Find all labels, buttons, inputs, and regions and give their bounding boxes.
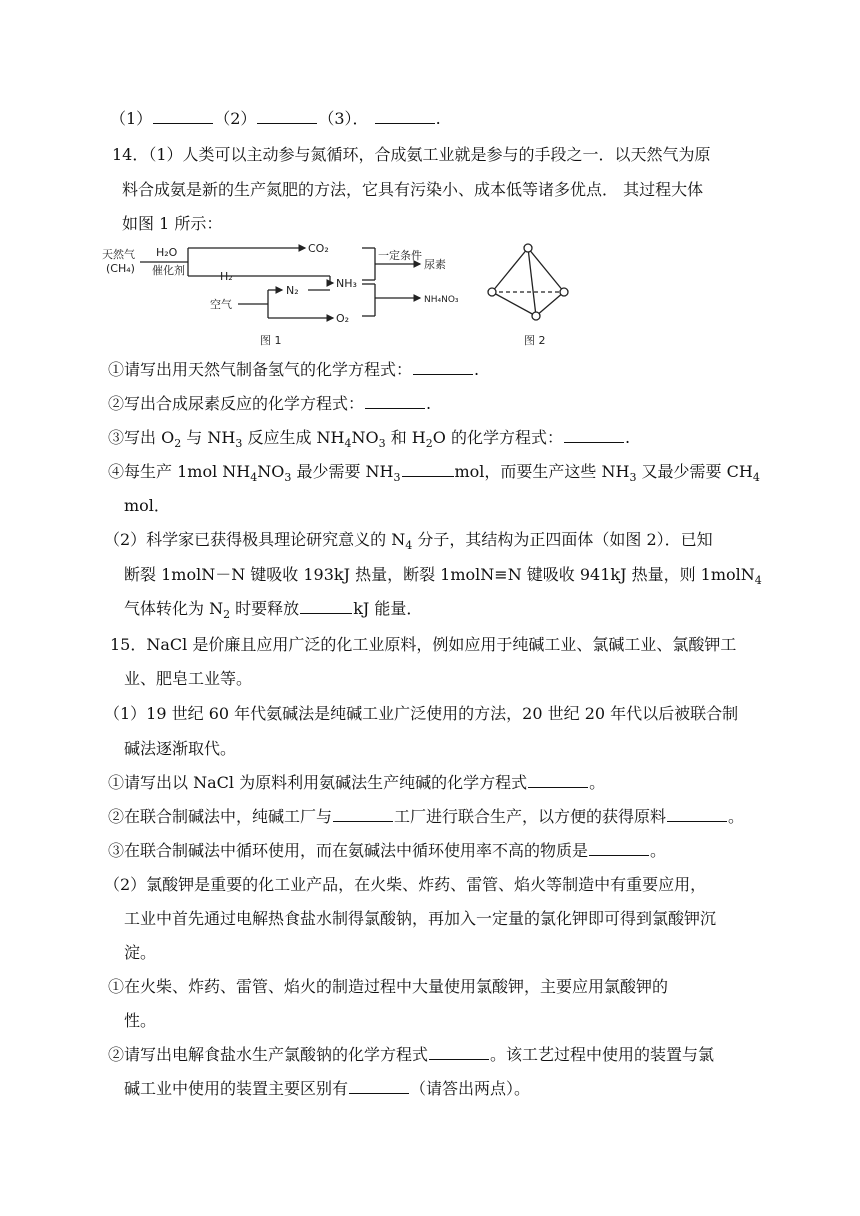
q15-part-2-line-2 <box>124 908 716 930</box>
label-n2: N₂ <box>286 284 299 297</box>
text: 工业中首先通过电解热食盐水制得氯酸钠，再加入一定量的氯化钾即可得到氯酸钾沉 <box>124 909 717 928</box>
answer-line-13 <box>110 108 441 130</box>
q15-part-2-line-3 <box>124 942 156 964</box>
q15-sub-1 <box>108 772 605 794</box>
text: 断裂 1molN－N 键吸收 193kJ 热量，断裂 1molN≡N 键吸收 941kJ 热量，则 1molN <box>124 565 755 584</box>
text: 时要释放 <box>230 599 300 618</box>
text: （2）科学家已获得极具理论研究意义的 N <box>104 530 406 549</box>
answer-blank[interactable] <box>528 773 588 788</box>
text: mol，而要生产这些 NH <box>454 462 630 481</box>
text: 又最少需要 CH <box>636 462 753 481</box>
text: ②请写出电解食盐水生产氯酸钠的化学方程式 <box>108 1045 429 1064</box>
label-natural-gas: 天然气 <box>102 248 135 261</box>
q15-sub-5 <box>108 1044 714 1066</box>
label-nh3: NH₃ <box>336 277 357 290</box>
q14-sub-4: ④每生产 1mol $NH_4NO_3$ 最少需要 $NH_3$ mol，而要生产这些 $NH_3$ 又最少需要 $CH_4$ <box>108 462 760 485</box>
q14-sub-3: ③写出 $O_2$ 与 $NH_3$ 反应生成 $NH_4NO_3$ 和 $H_2O$ 的化学方程式： . <box>108 428 631 451</box>
text: ③写出 O <box>108 428 175 447</box>
label-co2: CO₂ <box>308 242 329 255</box>
answer-blank[interactable] <box>153 109 213 124</box>
period: . <box>426 394 432 413</box>
text: 最少需要 NH <box>291 462 394 481</box>
label-air: 空气 <box>210 298 232 311</box>
q15-sub-2 <box>108 806 744 828</box>
label-ch4: (CH₄) <box>106 262 135 275</box>
q15-part-1-line-1 <box>104 703 738 725</box>
text: ②在联合制碱法中，纯碱工厂与 <box>108 807 333 826</box>
text: mol． <box>124 496 170 515</box>
q14-line-3 <box>122 213 222 235</box>
label-3: （3）． <box>318 109 369 128</box>
text: 反应生成 NH <box>242 428 345 447</box>
q15-line-1 <box>110 634 736 656</box>
figure-2-caption: 图 2 <box>524 334 546 347</box>
label-2: （2） <box>214 109 257 128</box>
text: kJ 能量． <box>353 599 423 618</box>
text: 。 <box>589 773 606 792</box>
period: . <box>474 360 480 379</box>
text: 和 H <box>385 428 426 447</box>
answer-blank[interactable] <box>300 599 352 614</box>
question-text: 15．NaCl 是价廉且应用广泛的化工业原料，例如应用于纯碱工业、氯碱工业、氯酸钾工 <box>110 635 737 654</box>
label-h2o: H₂O <box>156 246 178 259</box>
label-h2: H₂ <box>220 270 233 283</box>
q14-part-2-line-1: （2）科学家已获得极具理论研究意义的 $N_4$ 分子，其结构为正四面体（如图 2）．已知 <box>104 530 713 553</box>
text: 性。 <box>124 1011 157 1030</box>
q14-intro: 如图 1 所示： <box>122 214 223 233</box>
text: 。 <box>650 841 667 860</box>
text: ①请写出以 NaCl 为原料利用氨碱法生产纯碱的化学方程式 <box>108 773 528 792</box>
answer-blank[interactable] <box>349 1079 409 1094</box>
q14-line-2 <box>122 179 703 201</box>
text: O 的化学方程式： <box>432 428 563 447</box>
text: （1）19 世纪 60 年代氨碱法是纯碱工业广泛使用的方法，20 世纪 20 年代以后被联合制 <box>104 704 739 723</box>
q14-part-2-line-3: 气体转化为 $N_2$ 时要释放 kJ 能量． <box>124 599 423 622</box>
q15-sub-4-cont <box>124 1010 156 1032</box>
q14-intro: （1）人类可以主动参与氮循环，合成氨工业就是参与的手段之一．以天然气为原 <box>148 145 711 164</box>
text: 碱法逐渐取代。 <box>124 739 237 758</box>
text: 。该工艺过程中使用的装置与氯 <box>490 1045 715 1064</box>
figure-1-labels <box>102 242 459 347</box>
text: 分子，其结构为正四面体（如图 2）．已知 <box>412 530 713 549</box>
q15-sub-5-cont <box>124 1078 530 1100</box>
answer-blank[interactable] <box>667 807 727 822</box>
q15-part-1-line-2 <box>124 738 236 760</box>
text: NO <box>351 428 379 447</box>
sub-question-text: ②写出合成尿素反应的化学方程式： <box>108 394 365 413</box>
text: ④每生产 1mol NH <box>108 462 251 481</box>
period: . <box>624 428 631 447</box>
text: 与 NH <box>181 428 236 447</box>
q14-sub-1 <box>108 359 479 381</box>
label-condition: 一定条件 <box>378 249 422 262</box>
label-urea: 尿素 <box>424 258 446 271</box>
text: 碱工业中使用的装置主要区别有 <box>124 1079 349 1098</box>
q15-line-2 <box>124 668 252 690</box>
question-text: 业、肥皂工业等。 <box>124 669 253 688</box>
text: （2）氯酸钾是重要的化工业产品，在火柴、炸药、雷管、焰火等制造中有重要应用， <box>104 875 707 894</box>
text: 。 <box>728 807 745 826</box>
text: ③在联合制碱法中循环使用，而在氨碱法中循环使用率不高的物质是 <box>108 841 589 860</box>
period: . <box>435 109 441 128</box>
figure-2-tetrahedron <box>488 244 568 320</box>
text: （请答出两点）。 <box>410 1079 531 1098</box>
q15-part-2-line-1 <box>104 874 706 896</box>
question-number: 14． <box>112 145 149 164</box>
label-1: （1） <box>110 109 153 128</box>
figure-1-caption: 图 1 <box>260 334 282 347</box>
answer-blank[interactable] <box>375 109 435 124</box>
process-figures <box>100 240 580 350</box>
text: 淀。 <box>124 943 157 962</box>
answer-blank[interactable] <box>257 109 317 124</box>
answer-blank[interactable] <box>333 807 393 822</box>
answer-blank[interactable] <box>402 462 454 477</box>
text: ①在火柴、炸药、雷管、焰火的制造过程中大量使用氯酸钾，主要应用氯酸钾的 <box>108 977 669 996</box>
answer-blank[interactable] <box>413 360 473 375</box>
text: 工厂进行联合生产，以方便的获得原料 <box>394 807 667 826</box>
q15-sub-3 <box>108 840 666 862</box>
sub-question-text: ①请写出用天然气制备氢气的化学方程式： <box>108 360 413 379</box>
answer-blank[interactable] <box>429 1045 489 1060</box>
q14-line-1 <box>112 144 711 166</box>
label-nh4no3: NH₄NO₃ <box>424 295 459 305</box>
answer-blank[interactable] <box>564 428 624 443</box>
text: 气体转化为 N <box>124 599 224 618</box>
text: NO <box>257 462 285 481</box>
q15-sub-4 <box>108 976 668 998</box>
q14-part-2-line-2: 断裂 1molN－N 键吸收 193kJ 热量，断裂 1molN≡N 键吸收 941kJ 热量，则 1molN$_4$ <box>124 565 762 588</box>
answer-blank[interactable] <box>589 841 649 856</box>
label-o2: O₂ <box>336 312 350 325</box>
answer-blank[interactable] <box>365 394 425 409</box>
q14-sub-4-cont <box>124 495 170 517</box>
q14-intro: 料合成氨是新的生产氮肥的方法，它具有污染小、成本低等诸多优点． 其过程大体 <box>122 180 704 199</box>
q14-sub-2 <box>108 393 431 415</box>
label-catalyst: 催化剂 <box>152 264 185 277</box>
